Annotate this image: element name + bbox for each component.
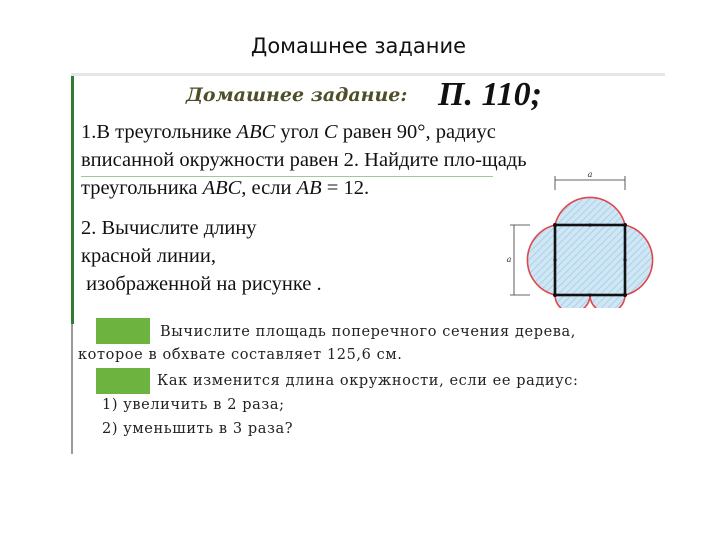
task-2-line: изображенной на рисунке . bbox=[81, 273, 322, 295]
left-divider bbox=[71, 324, 73, 454]
green-marker bbox=[96, 368, 150, 394]
paragraph-reference: П. 110; bbox=[438, 76, 542, 113]
problem-1-line: которое в обхвате составляет 125,6 см. bbox=[78, 347, 403, 363]
red-line-figure bbox=[500, 168, 670, 308]
task-1-text: 1.В треугольнике bbox=[81, 121, 237, 143]
left-accent-bar bbox=[71, 76, 74, 324]
triangle-name: ABC bbox=[236, 121, 276, 143]
task-2-line: красной линии, bbox=[81, 245, 216, 267]
task-divider bbox=[81, 176, 493, 177]
top-dimension-label: a bbox=[587, 170, 593, 179]
problem-2-option: 2) уменьшить в 3 раза? bbox=[102, 421, 294, 437]
top-rule bbox=[71, 73, 665, 76]
side-dimension-label: a bbox=[506, 255, 512, 264]
slide-title: Домашнее задание bbox=[250, 34, 467, 58]
homework-label: Домашнее задание: bbox=[186, 84, 408, 106]
hypotenuse-name: AB bbox=[296, 177, 322, 199]
angle-name: C bbox=[323, 121, 338, 143]
green-marker bbox=[96, 318, 150, 344]
task-1-text: равен 90°, радиус вписанной окружности равен 2. Найдите пло-щадь треугольника bbox=[81, 121, 527, 199]
task-1-text: угол bbox=[275, 121, 324, 143]
triangle-name: ABC bbox=[202, 177, 242, 199]
problem-1-line: Вычислите площадь поперечного сечения дерева, bbox=[160, 324, 576, 340]
task-1-text: , если bbox=[241, 177, 297, 199]
task-2-line: 2. Вычислите длину bbox=[81, 217, 257, 239]
task-1-text: = 12. bbox=[321, 177, 370, 199]
problem-2-line: Как изменится длина окружности, если ее радиус: bbox=[157, 373, 579, 389]
problem-2-option: 1) увеличить в 2 раза; bbox=[102, 397, 285, 413]
task-2 bbox=[81, 214, 401, 298]
